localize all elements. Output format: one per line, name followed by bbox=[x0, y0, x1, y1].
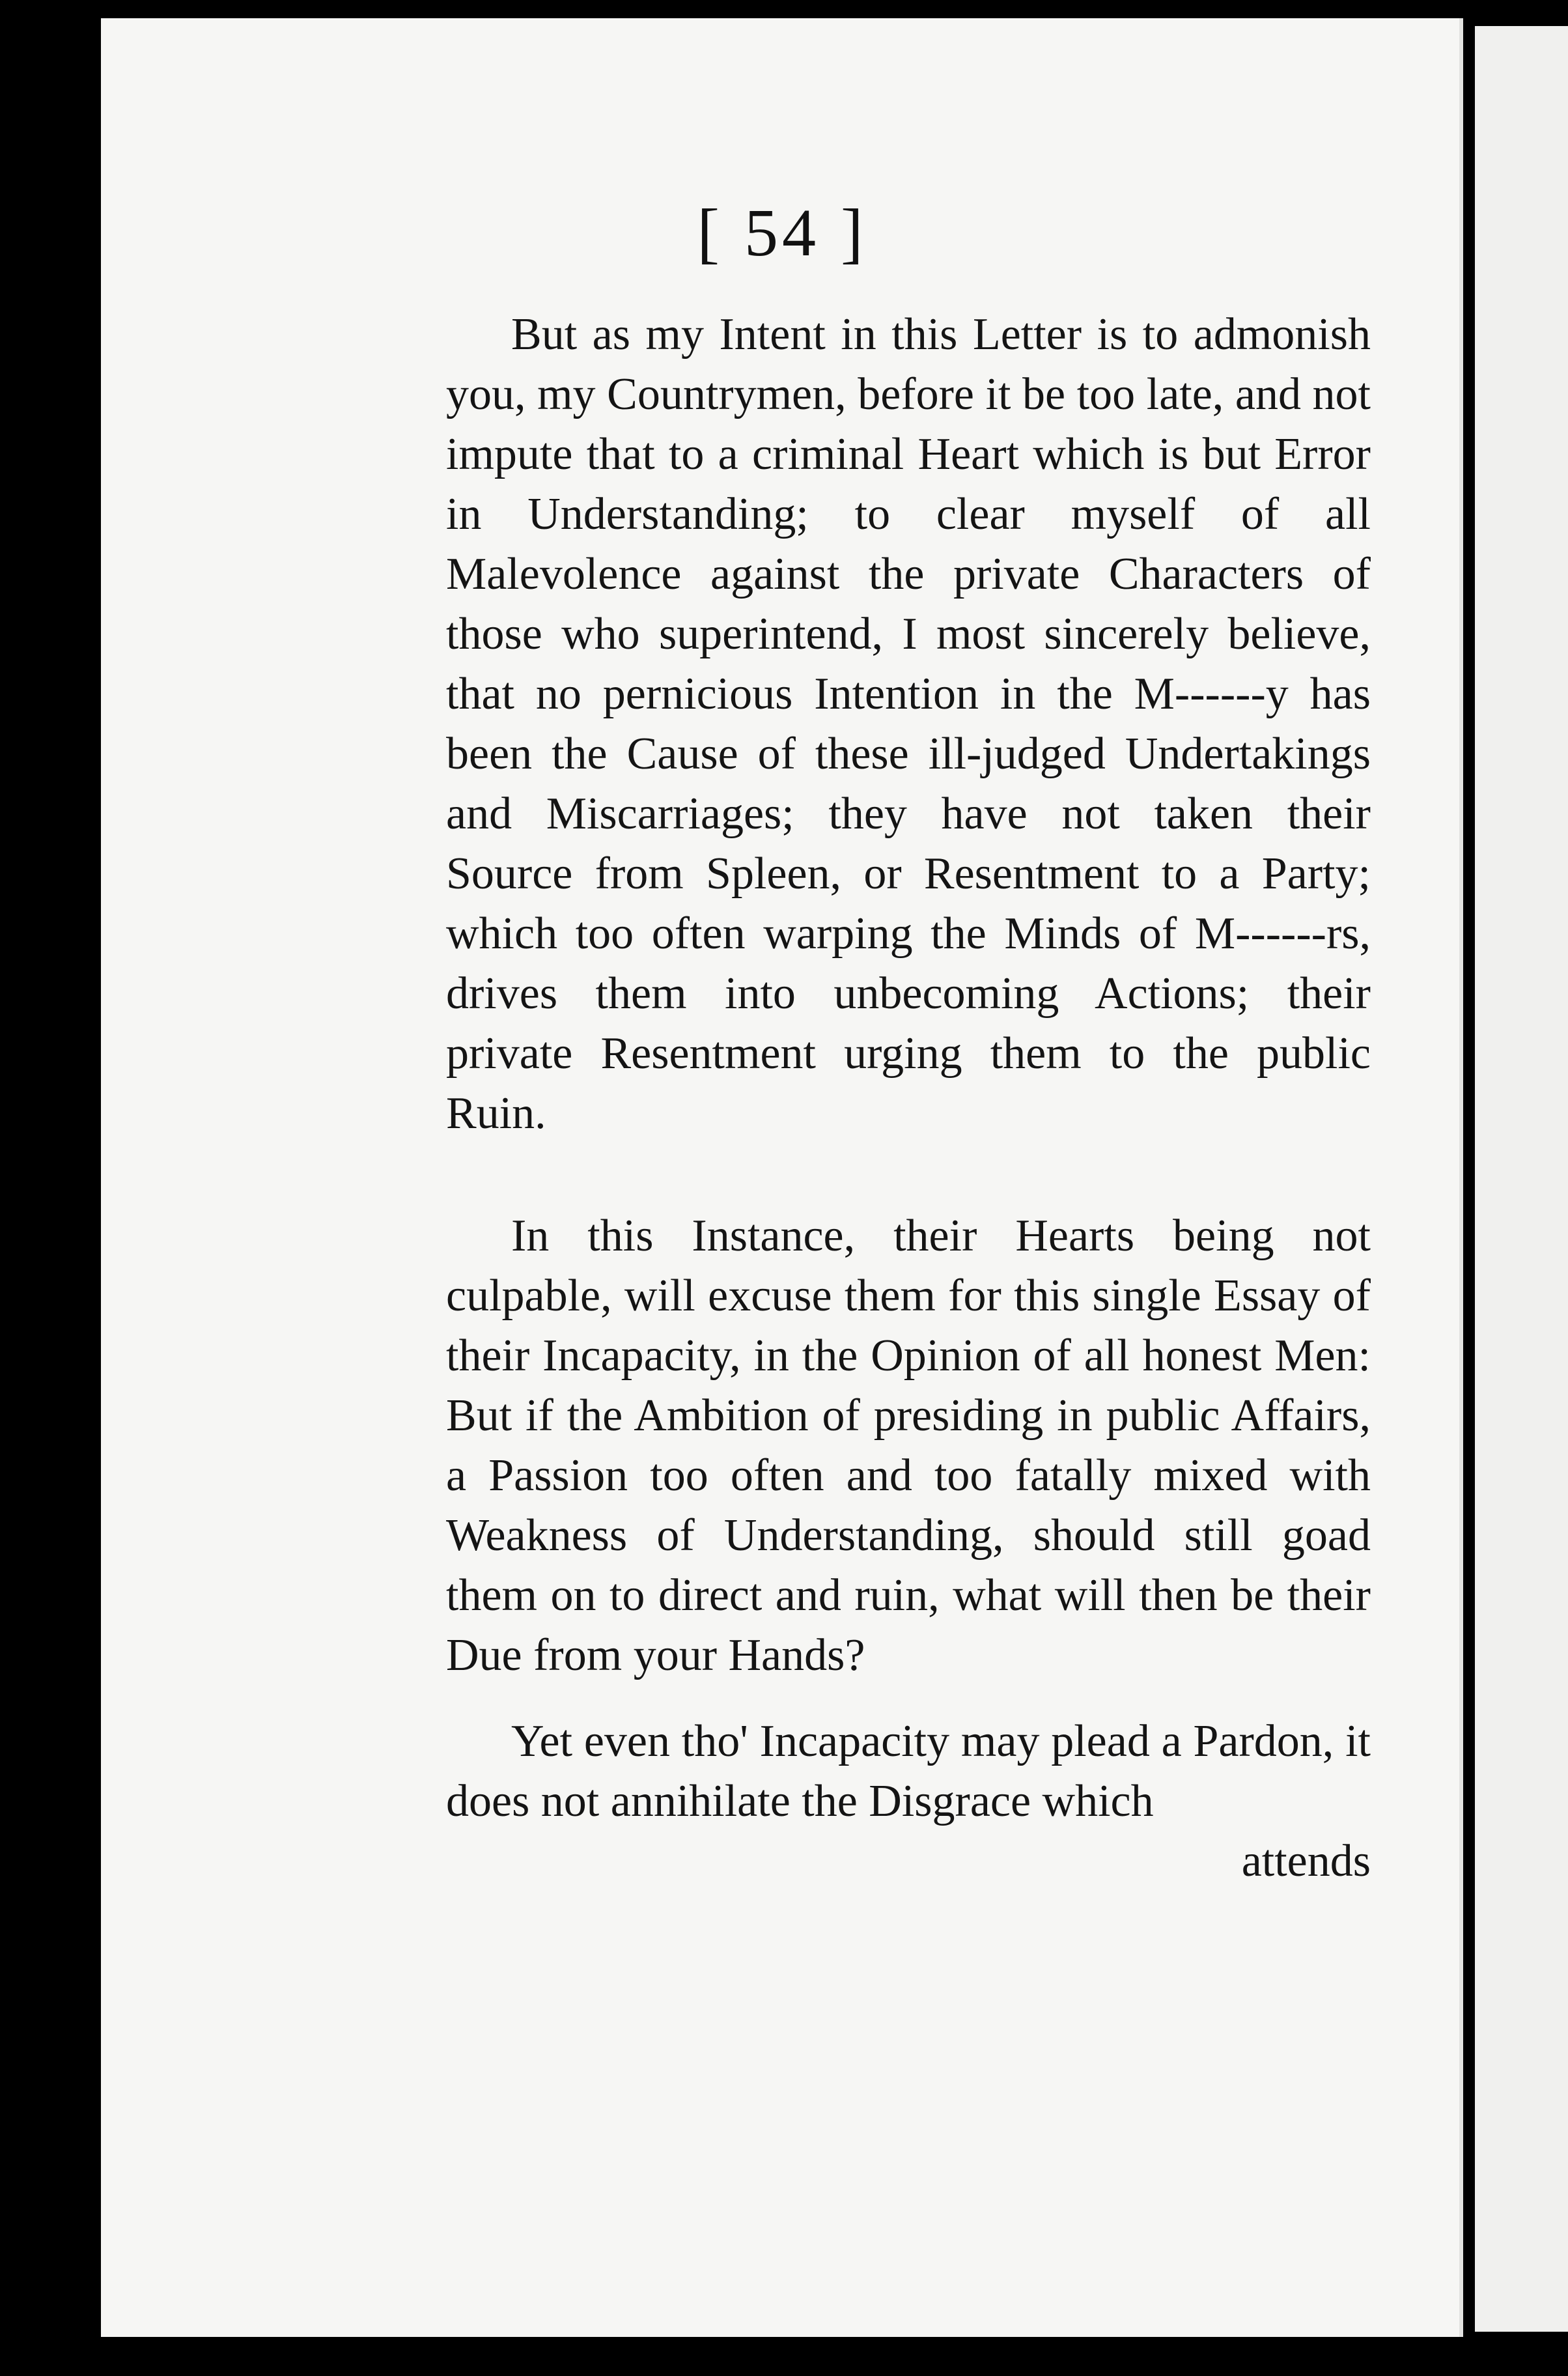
paragraph-2: In this Instance, their Hearts being not culpable, will excuse them for this single Essay of their Incapacity, in the Opinion of all honest Men: But if the Ambition of presiding in public Affairs, a Passion too often and too fatally mixed with Weakness of Understanding, should still goad them on to direct and ruin, what will then be their Due from your Hands? bbox=[446, 1211, 1371, 1680]
paragraph-3: Yet even tho' Incapacity may plead a Pardon, it does not annihilate the Disgrace which bbox=[446, 1716, 1371, 1826]
catchword: attends bbox=[1241, 1836, 1371, 1886]
book-page bbox=[101, 18, 1463, 2337]
adjacent-page-edge bbox=[1475, 26, 1568, 2332]
page-number: [ 54 ] bbox=[697, 195, 867, 270]
paragraph-1: But as my Intent in this Letter is to admonish you, my Countrymen, before it be too late, and not impute that to a criminal Heart which is but Error in Understanding; to clear myself of all Malevolence against the private Characters of those who superintend, I most sincerely believe, that no pernicious Intention in the M------y has been the Cause of these ill-judged Undertakings and Miscarriages; they have not taken their Source from Spleen, or Resentment to a Party; which too often warping the Minds of M------rs, drives them into unbecoming Actions; their private Resentment urging them to the public Ruin. bbox=[446, 309, 1371, 1138]
body-text bbox=[446, 305, 1371, 1891]
